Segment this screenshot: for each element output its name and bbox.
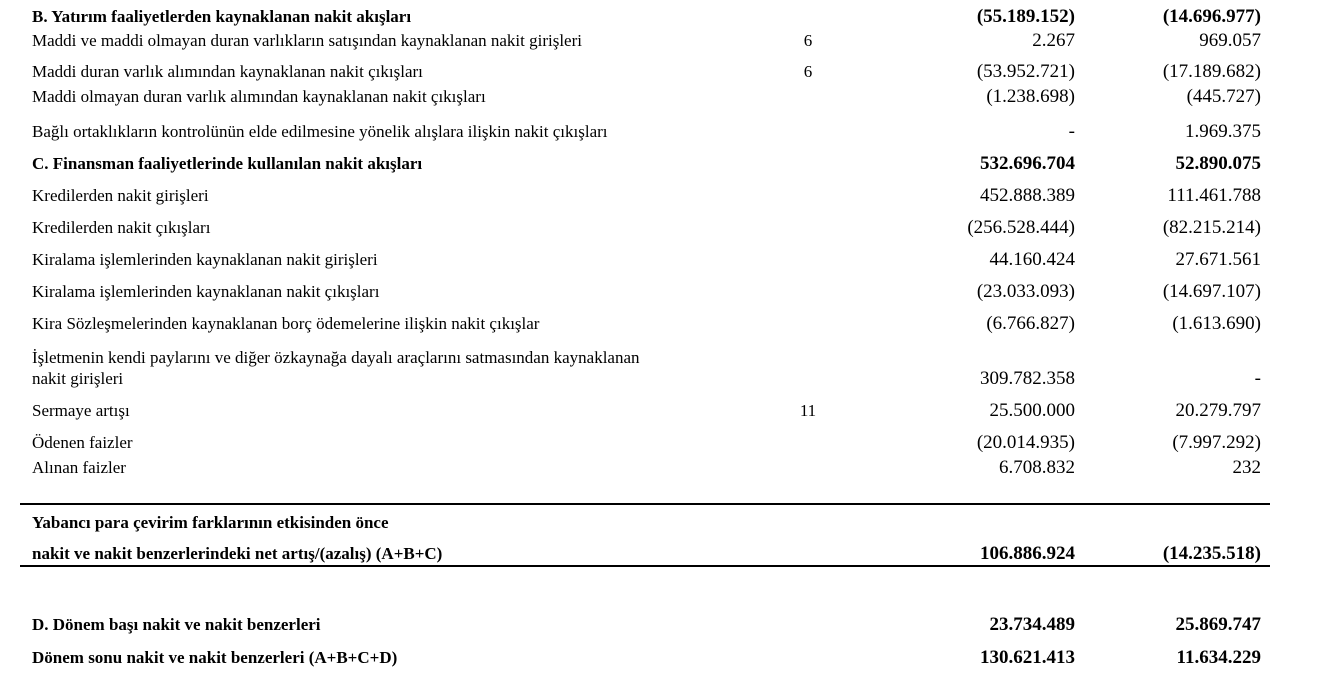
value-current: (55.189.152): [976, 6, 1075, 27]
value-current: 452.888.389: [980, 185, 1075, 206]
table-row: [0, 250, 1331, 270]
table-row: [0, 513, 1331, 533]
table-row: [0, 615, 1331, 635]
section-heading-financing: C. Finansman faaliyetlerinde kullanılan nakit akışları: [32, 154, 423, 173]
row-label: Kredilerden nakit girişleri: [32, 186, 209, 205]
note-ref: 6: [803, 31, 813, 50]
row-label: Kira Sözleşmelerinden kaynaklanan borç ödemelerine ilişkin nakit çıkışlar: [32, 314, 540, 333]
row-label: Maddi duran varlık alımından kaynaklanan nakit çıkışları: [32, 62, 423, 81]
value-prior: -: [1254, 368, 1261, 389]
row-label: Kiralama işlemlerinden kaynaklanan nakit girişleri: [32, 250, 378, 269]
row-label: nakit girişleri: [32, 369, 124, 388]
value-current: 532.696.704: [980, 153, 1075, 174]
net-change-label: nakit ve nakit benzerlerindeki net artış/(azalış) (A+B+C): [32, 544, 443, 563]
value-prior: (14.697.107): [1162, 281, 1261, 302]
value-prior: 25.869.747: [1175, 614, 1261, 635]
value-current: 25.500.000: [989, 400, 1075, 421]
value-current: 2.267: [1032, 30, 1075, 51]
row-label: Bağlı ortaklıkların kontrolünün elde edilmesine yönelik alışlara ilişkin nakit çıkışları: [32, 122, 608, 141]
row-label: Sermaye artışı: [32, 401, 130, 420]
value-prior: 111.461.788: [1167, 185, 1261, 206]
value-current: 6.708.832: [999, 457, 1075, 478]
table-row: [0, 62, 1331, 82]
value-prior: (445.727): [1186, 86, 1261, 107]
table-row: [0, 7, 1331, 27]
value-prior: 232: [1232, 457, 1261, 478]
table-row: [0, 154, 1331, 174]
divider-top: [20, 503, 1270, 505]
row-label: Alınan faizler: [32, 458, 126, 477]
value-current: (23.033.093): [976, 281, 1075, 302]
note-ref: 11: [799, 401, 817, 420]
value-current: 309.782.358: [980, 368, 1075, 389]
value-current: 130.621.413: [980, 647, 1075, 668]
row-label: Yabancı para çevirim farklarının etkisinden önce: [32, 513, 389, 532]
closing-cash-label: Dönem sonu nakit ve nakit benzerleri (A+B+C+D): [32, 648, 398, 667]
section-heading-investing: B. Yatırım faaliyetlerden kaynaklanan nakit akışları: [32, 7, 412, 26]
section-heading-opening-cash: D. Dönem başı nakit ve nakit benzerleri: [32, 615, 321, 634]
table-row: [0, 544, 1331, 564]
value-prior: 11.634.229: [1176, 647, 1261, 668]
row-label: Kiralama işlemlerinden kaynaklanan nakit çıkışları: [32, 282, 380, 301]
row-label: Ödenen faizler: [32, 433, 133, 452]
value-current: (20.014.935): [976, 432, 1075, 453]
table-row: [0, 31, 1331, 51]
value-current: (53.952.721): [976, 61, 1075, 82]
value-prior: 27.671.561: [1175, 249, 1261, 270]
table-row: [0, 122, 1331, 142]
table-row: [0, 458, 1331, 478]
row-label: Maddi olmayan duran varlık alımından kaynaklanan nakit çıkışları: [32, 87, 486, 106]
row-label: İşletmenin kendi paylarını ve diğer özkaynağa dayalı araçlarını satmasından kaynaklanan: [32, 348, 640, 367]
table-row: [0, 218, 1331, 238]
table-row: [0, 648, 1331, 668]
table-row: [0, 186, 1331, 206]
table-row: [0, 433, 1331, 453]
value-prior: 1.969.375: [1185, 121, 1261, 142]
row-label: Maddi ve maddi olmayan duran varlıkların satışından kaynaklanan nakit girişleri: [32, 31, 582, 50]
row-label: Kredilerden nakit çıkışları: [32, 218, 211, 237]
value-prior: 969.057: [1199, 30, 1261, 51]
value-prior: (14.696.977): [1162, 6, 1261, 27]
value-current: -: [1068, 121, 1075, 142]
table-row: [0, 401, 1331, 421]
table-row: [0, 282, 1331, 302]
value-prior: (82.215.214): [1162, 217, 1261, 238]
value-prior: (1.613.690): [1172, 313, 1261, 334]
value-prior: 52.890.075: [1175, 153, 1261, 174]
value-prior: (14.235.518): [1162, 543, 1261, 564]
table-row: [0, 314, 1331, 334]
divider-bottom: [20, 565, 1270, 567]
value-prior: 20.279.797: [1175, 400, 1261, 421]
table-row: [0, 348, 1331, 368]
note-ref: 6: [803, 62, 813, 81]
value-prior: (7.997.292): [1172, 432, 1261, 453]
value-current: (256.528.444): [967, 217, 1075, 238]
table-row: [0, 87, 1331, 107]
value-current: 23.734.489: [989, 614, 1075, 635]
value-current: 44.160.424: [989, 249, 1075, 270]
value-current: (1.238.698): [986, 86, 1075, 107]
value-prior: (17.189.682): [1162, 61, 1261, 82]
value-current: (6.766.827): [986, 313, 1075, 334]
value-current: 106.886.924: [980, 543, 1075, 564]
table-row: [0, 369, 1331, 389]
